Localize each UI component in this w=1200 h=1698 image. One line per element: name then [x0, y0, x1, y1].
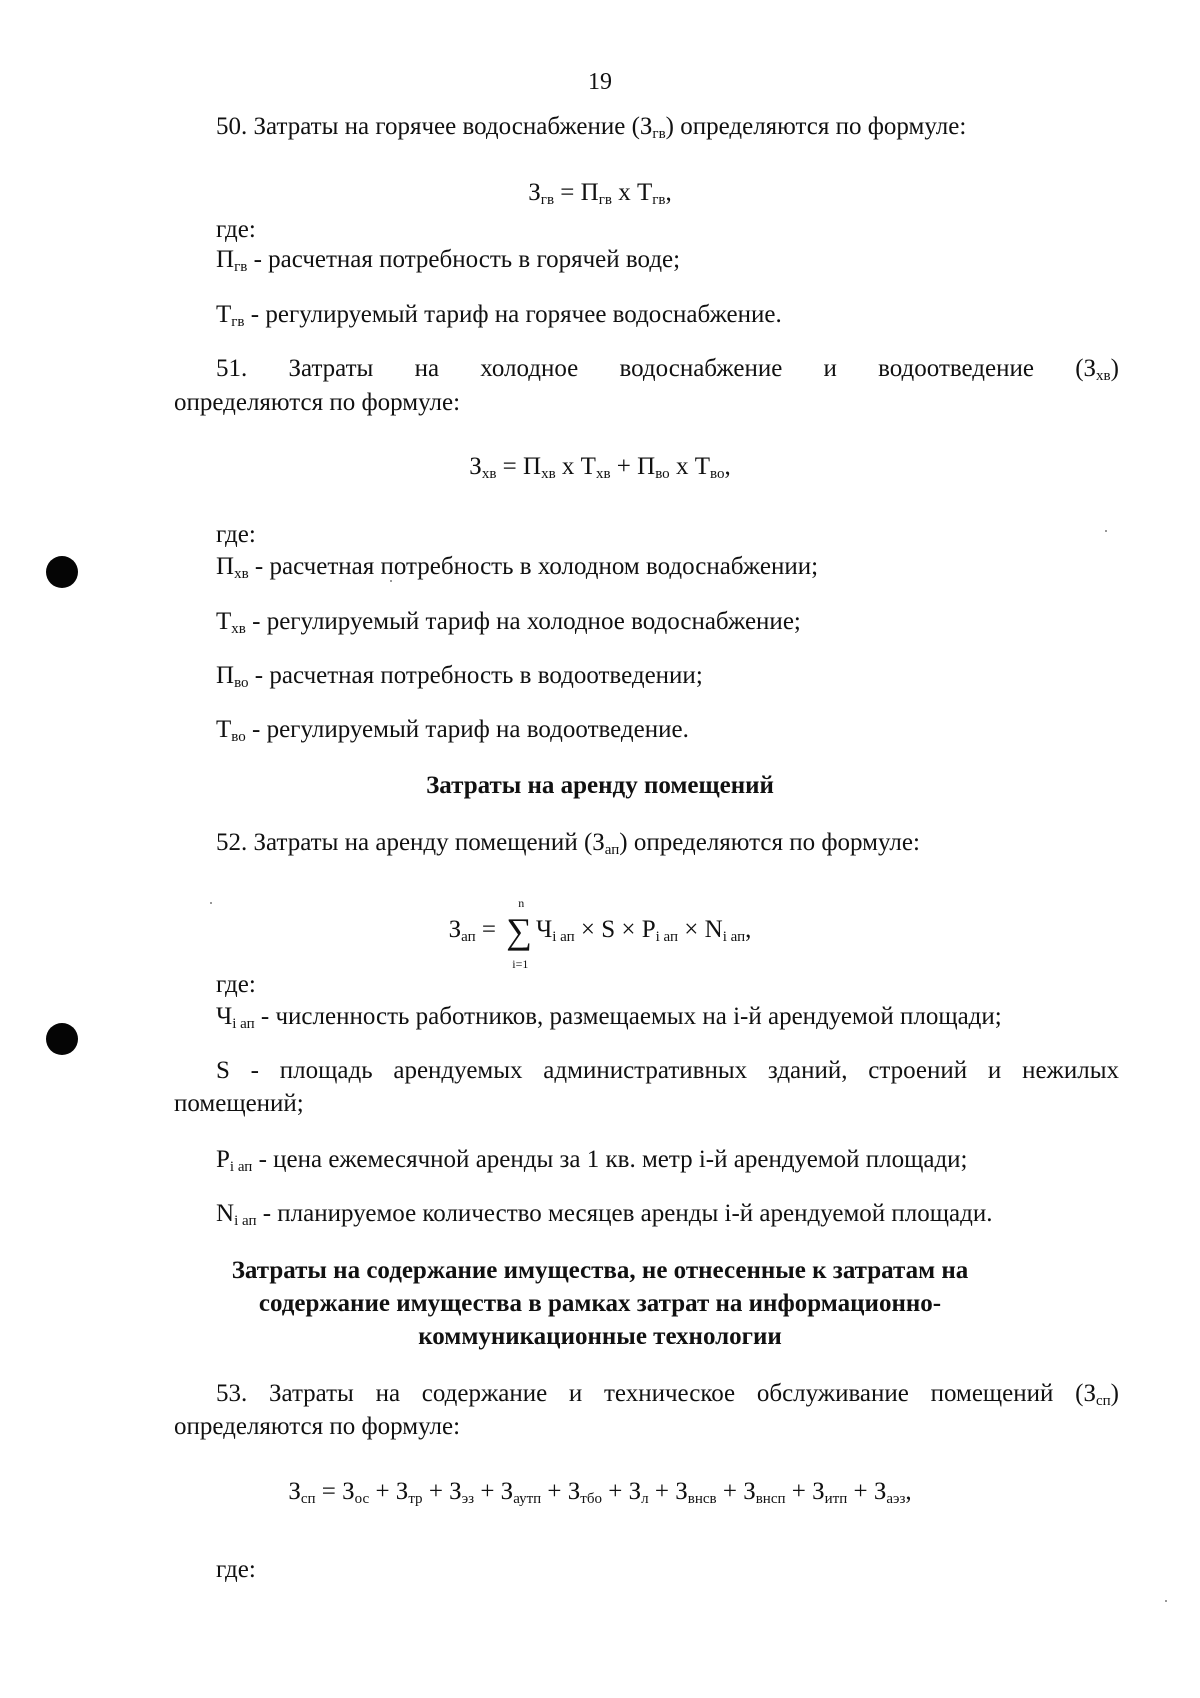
section-heading-property-line1: Затраты на содержание имущества, не отнесенные к затратам на	[231, 1257, 969, 1284]
scan-speck	[1105, 530, 1107, 532]
definition-item: $Т_{гв}$ - регулируемый тариф на горячее водоснабжение.	[216, 301, 782, 330]
binder-hole-top	[46, 556, 78, 588]
binder-hole-bottom	[46, 1023, 78, 1055]
definition-item: $Ч_{i ап}$ - численность работников, размещаемых на i-й арендуемой площади;	[216, 1003, 1002, 1032]
definition-item: $N_{i ап}$ - планируемое количество месяцев аренды i-й арендуемой площади.	[216, 1200, 993, 1229]
definition-item: $П_{хв}$ - расчетная потребность в холодном водоснабжении;	[216, 553, 819, 582]
paragraph-53-line1: 53. Затраты на содержание и техническое обслуживание помещений $(З_{сп})$	[216, 1380, 1119, 1409]
definition-item: $P_{i ап}$ - цена ежемесячной аренды за 1 кв. метр i-й арендуемой площади;	[216, 1146, 968, 1175]
where-label: где:	[216, 971, 256, 998]
where-label: где:	[216, 1556, 256, 1583]
formula-rent: $З_{ап}$ = ∑ n i=1 $Ч_{i ап} \times S \times P_{i ап} \times N_{i ап}$,	[448, 896, 752, 971]
definition-item: $Т_{хв}$ - регулируемый тариф на холодное водоснабжение;	[216, 608, 801, 637]
where-label: где:	[216, 521, 256, 548]
definition-item: $П_{гв}$ - расчетная потребность в горячей воде;	[216, 246, 681, 275]
scan-speck	[210, 902, 212, 904]
definition-item-s-line1: S - площадь арендуемых административных зданий, строений и нежилых	[216, 1057, 1119, 1084]
sum-sign: ∑ n i=1	[506, 896, 532, 971]
where-label: где:	[216, 216, 256, 243]
scan-speck	[1165, 1600, 1167, 1602]
paragraph-50-intro: 50. Затраты на горячее водоснабжение $(З_{гв})$ определяются по формуле:	[216, 113, 967, 142]
formula-hot-water: $З_{гв} = П_{гв}$ x $Т_{гв}$,	[528, 179, 672, 208]
definition-item: $Т_{во}$ - регулируемый тариф на водоотведение.	[216, 716, 689, 745]
page-number: 19	[588, 69, 612, 95]
paragraph-52-intro: 52. Затраты на аренду помещений $(З_{ап})$ определяются по формуле:	[216, 829, 920, 858]
definition-item-s-line2: помещений;	[174, 1090, 304, 1117]
formula-maintenance: $З_{сп} = З_{ос} + З_{тр} + З_{эз} + З_{аутп} + З_{тбо} + З_л + З_{внсв} + З_{внсп} + З_{итп} + З_{аэз}$,	[288, 1478, 912, 1507]
paragraph-51-line1: 51. Затраты на холодное водоснабжение и водоотведение $(З_{хв})$	[216, 355, 1119, 384]
paragraph-51-line2: определяются по формуле:	[174, 389, 461, 416]
section-heading-property-line3: коммуникационные технологии	[418, 1323, 782, 1350]
formula-cold-water: $З_{хв} = П_{хв}$ x $Т_{хв} + П_{во}$ x $Т_{во}$,	[469, 453, 731, 482]
section-heading-rent: Затраты на аренду помещений	[426, 772, 774, 799]
definition-item: $П_{во}$ - расчетная потребность в водоотведении;	[216, 662, 703, 691]
section-heading-property-line2: содержание имущества в рамках затрат на информационно-	[258, 1290, 942, 1317]
paragraph-53-line2: определяются по формуле:	[174, 1413, 461, 1440]
